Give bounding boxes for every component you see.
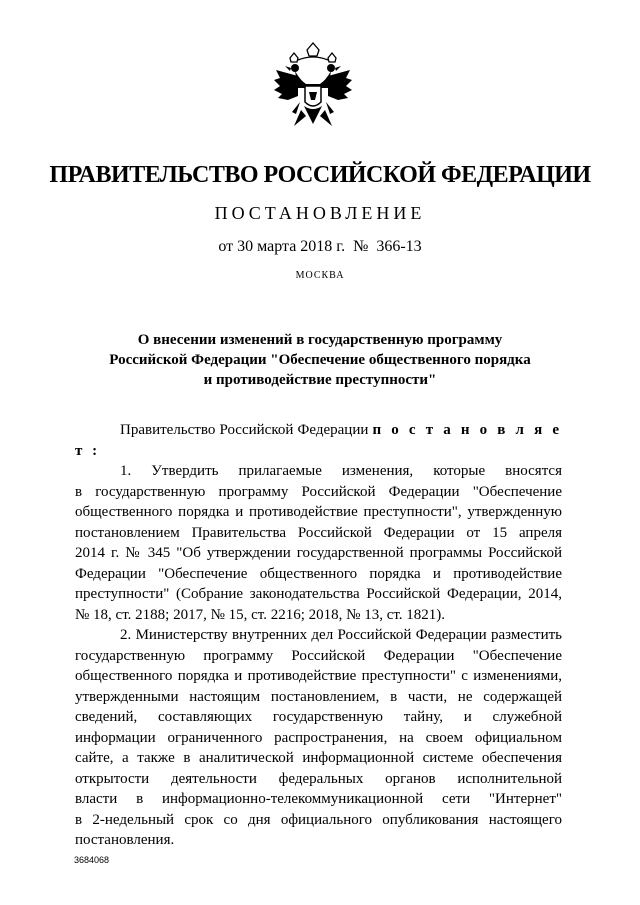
paragraph-2-line: информации ограниченного распространения, на своем официальном bbox=[75, 729, 562, 746]
decree-subject bbox=[0, 330, 640, 390]
decree-date: от 30 марта 2018 г. bbox=[218, 238, 346, 255]
intro-text: Правительство Российской Федерации bbox=[120, 422, 369, 438]
subject-line: и противодействие преступности" bbox=[203, 372, 437, 388]
paragraph-1-line: Федерации "Обеспечение общественного порядка и противодействие bbox=[75, 565, 562, 582]
paragraph-1-line: постановлением Правительства Российской Федерации от 15 апреля bbox=[75, 524, 562, 541]
paragraph-2-line: сайте, а также в аналитической информационной системе обеспечения bbox=[75, 750, 562, 766]
paragraph-2-line: постановления. bbox=[75, 832, 175, 848]
paragraph-2-line: власти в информационно-телекоммуникационной сети "Интернет" bbox=[75, 791, 562, 807]
document-type: ПОСТАНОВЛЕНИЕ bbox=[214, 203, 426, 223]
decree-body bbox=[75, 420, 562, 851]
subject-line: О внесении изменений в государственную программу bbox=[137, 332, 503, 348]
number-sign: № bbox=[353, 238, 369, 255]
paragraph-1-line: 1. Утвердить прилагаемые изменения, которые вносятся bbox=[120, 463, 562, 479]
decree-date-number bbox=[0, 238, 640, 256]
paragraph-2-line: открытости деятельности федеральных органов исполнительной bbox=[75, 770, 562, 787]
document-code: 3684068 bbox=[74, 855, 110, 865]
paragraph-1-line: в государственную программу Российской Федерации "Обеспечение bbox=[75, 483, 562, 500]
paragraph-2-line: 2. Министерству внутренних дел Российской Федерации разместить bbox=[120, 627, 562, 643]
intro-line bbox=[75, 420, 562, 461]
decree-number: 366-13 bbox=[376, 238, 422, 255]
decree-word: п о с т а н о в л я е т : bbox=[75, 422, 562, 459]
subject-line: Российской Федерации "Обеспечение общественного порядка bbox=[109, 352, 531, 368]
russian-coat-of-arms-icon bbox=[268, 40, 358, 140]
paragraph-2-line: в 2-недельный срок со дня официального опубликования настоящего bbox=[75, 811, 562, 828]
paragraph-1-line: преступности" (Собрание законодательства Российской Федерации, 2014, bbox=[75, 586, 562, 602]
paragraph-1-line: общественного порядка и противодействие преступности", утвержденную bbox=[75, 504, 562, 520]
paragraph-2-line: общественного порядка и противодействие преступности" с изменениями, bbox=[75, 668, 562, 684]
paragraph-2-line: сведений, составляющих государственную тайну, и служебной bbox=[75, 709, 562, 725]
paragraph-2-line: утвержденными настоящим постановлением, в части, не содержащей bbox=[75, 688, 562, 705]
city: МОСКВА bbox=[295, 270, 345, 281]
paragraph-1-line: № 18, ст. 2188; 2017, № 15, ст. 2216; 2018, № 13, ст. 1821). bbox=[75, 606, 446, 623]
government-title: ПРАВИТЕЛЬСТВО РОССИЙСКОЙ ФЕДЕРАЦИИ bbox=[49, 162, 591, 188]
paragraph-1-line: 2014 г. № 345 "Об утверждении государственной программы Российской bbox=[75, 545, 562, 561]
paragraph-2-line: государственную программу Российской Федерации "Обеспечение bbox=[75, 647, 562, 664]
